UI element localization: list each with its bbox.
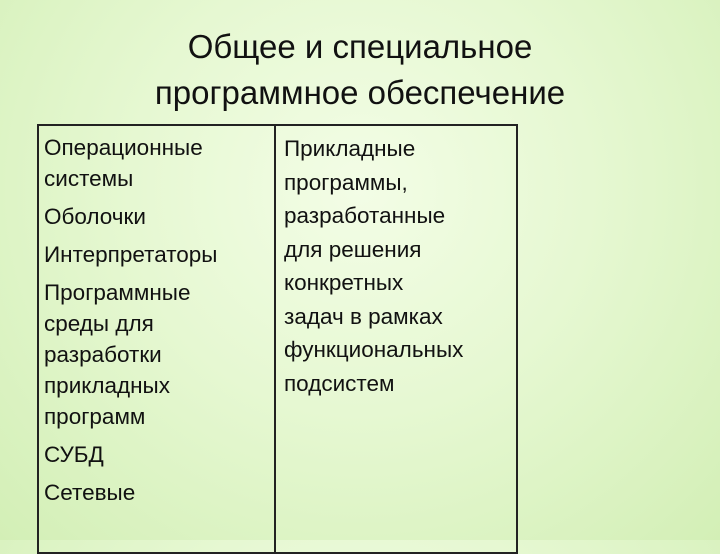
column-divider	[274, 124, 276, 554]
title-line-2: программное обеспечение	[154, 74, 566, 111]
general-software-column	[44, 132, 272, 515]
description-line: подсистем	[284, 370, 395, 396]
list-item-text: среды для	[44, 311, 154, 336]
list-item-text: системы	[44, 166, 134, 191]
description-line: конкретных	[284, 270, 404, 295]
list-item-text: разработки	[44, 342, 162, 367]
list-item-text: Операционные	[44, 135, 203, 160]
list-item-text: Сетевые	[44, 480, 136, 505]
description-line: функциональных	[284, 337, 464, 362]
list-item-text: Интерпретаторы	[44, 242, 218, 267]
list-item-text: прикладных	[44, 373, 170, 398]
list-item-shells	[44, 201, 272, 232]
description-line: для решения	[284, 236, 422, 262]
title-line-1: Общее и специальное	[187, 28, 533, 65]
list-item-dev-environments	[44, 277, 272, 432]
list-item-network	[44, 477, 272, 508]
description-line: программы,	[284, 169, 408, 195]
description-line: задач в рамках	[284, 303, 443, 329]
list-item-text: Оболочки	[44, 204, 146, 229]
list-item-text: программ	[44, 404, 146, 429]
list-item-dbms	[44, 439, 272, 470]
list-item-operating-systems	[44, 132, 272, 194]
list-item-interpreters	[44, 239, 272, 270]
list-item-text: Программные	[44, 280, 191, 305]
description-line: Прикладные	[284, 136, 416, 161]
special-software-column	[284, 132, 516, 400]
slide-title	[0, 24, 720, 116]
description-line: разработанные	[284, 203, 446, 228]
list-item-text: СУБД	[44, 442, 104, 467]
